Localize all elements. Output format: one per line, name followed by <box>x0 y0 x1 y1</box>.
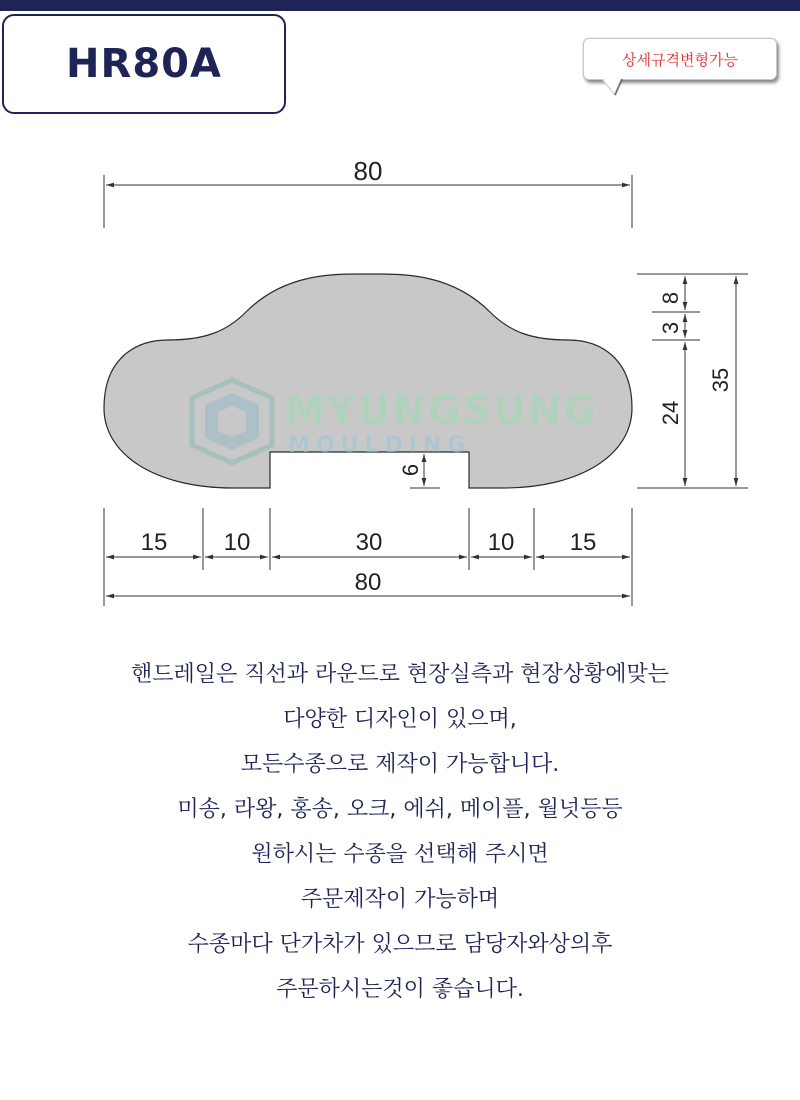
dim-right-3-label: 3 <box>658 321 683 335</box>
watermark-text-2: MOULDING <box>288 433 472 458</box>
model-title-box <box>2 14 286 114</box>
spec-badge <box>583 38 777 80</box>
description-line: 미송, 라왕, 홍송, 오크, 에쉬, 메이플, 월넛등등 <box>177 797 623 822</box>
profile-drawing <box>0 140 800 620</box>
description-line: 주문제작이 가능하며 <box>300 887 500 912</box>
dim-groove-depth-label: 6 <box>398 463 423 477</box>
description-line: 모든수종으로 제작이 가능합니다. <box>240 752 560 777</box>
spec-badge-text: 상세규격변형가능 <box>622 50 738 69</box>
description <box>0 652 800 1012</box>
badge-tail <box>600 79 630 99</box>
dim-top-width-label: 80 <box>353 156 383 186</box>
top-bar <box>0 0 800 11</box>
dim-bottom-10-right-label: 10 <box>487 529 515 556</box>
description-line: 원하시는 수종을 선택해 주시면 <box>251 842 549 867</box>
dim-right-35-label: 35 <box>708 367 733 393</box>
dim-right-24-label: 24 <box>658 400 683 426</box>
dim-right-8-label: 8 <box>658 291 683 305</box>
description-line: 수종마다 단가차가 있으므로 담당자와상의후 <box>187 932 613 957</box>
dim-bottom-10-left-label: 10 <box>223 529 251 556</box>
description-line: 주문하시는것이 좋습니다. <box>276 977 524 1002</box>
dim-bottom-15-left-label: 15 <box>140 529 168 556</box>
dim-bottom-15-right-label: 15 <box>569 529 597 556</box>
watermark-text-1: MYUNGSUNG <box>285 388 599 434</box>
description-line: 핸드레일은 직선과 라운드로 현장실측과 현장상황에맞는 <box>130 662 670 687</box>
description-line: 다양한 디자인이 있으며, <box>283 707 517 732</box>
dim-bottom-30-label: 30 <box>355 529 383 556</box>
model-title: HR80A <box>66 41 222 87</box>
dim-bottom-total-label: 80 <box>354 569 382 596</box>
